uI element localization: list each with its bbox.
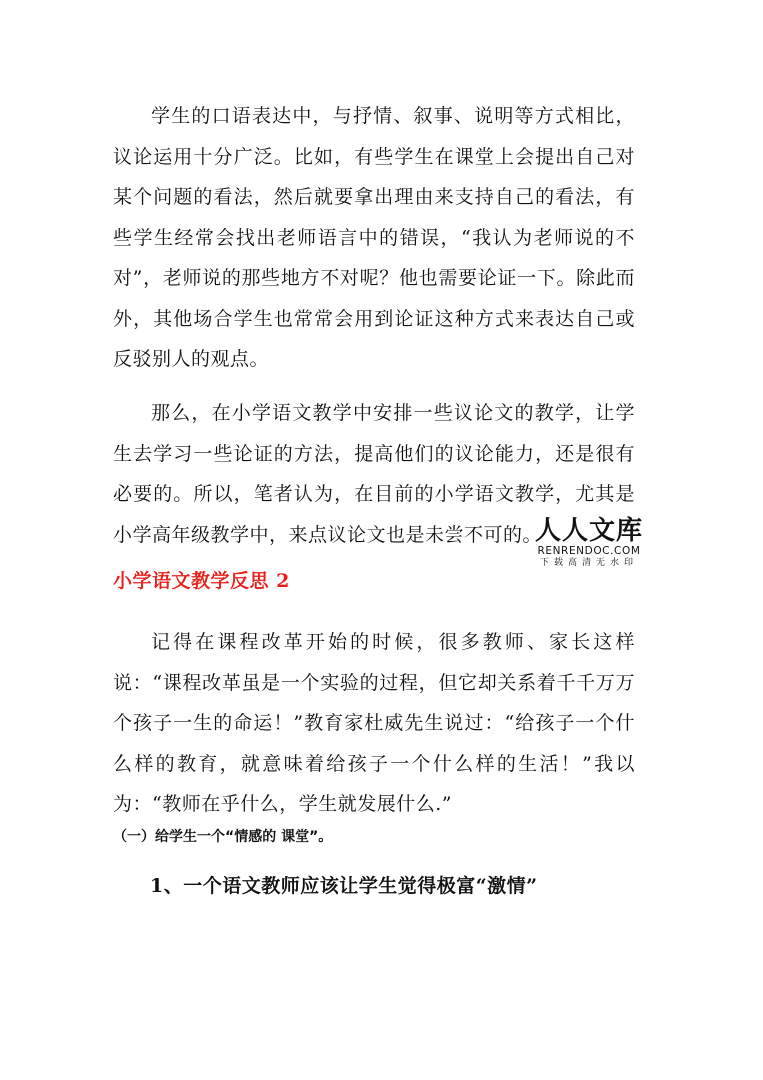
watermark-slogan: 下载高清无水印 <box>539 558 638 568</box>
paragraph-curriculum-reform: 记得在课程改革开始的时候，很多教师、家长这样说：“课程改革虽是一个实验的过程，但它却关系着千千万万个孩子一生的命运！”教育家杜威先生说过：“给孩子一个什么样的教育，就意味着给孩子一个什么样的生活！”我以为：“教师在乎什么，学生就发展什么.” <box>113 631 635 815</box>
paragraph-oral-expression: 学生的口语表达中，与抒情、叙事、说明等方式相比，议论运用十分广泛。比如，有些学生在课堂上会提出自己对某个问题的看法，然后就要拿出理由来支持自己的看法，有些学生经常会找出老师语言中的错误，“我认为老师说的不对”，老师说的那些地方不对呢？他也需要论证一下。除此而外，其他场合学生也常常会用到论证这种方式来表达自己或反驳别人的观点。 <box>113 105 635 370</box>
section-title: 小学语文教学反思 2 <box>113 570 290 592</box>
watermark-domain: RENRENDOC.COM <box>537 545 641 557</box>
paragraph-argumentation-teaching: 那么，在小学语文教学中安排一些议论文的教学，让学生去学习一些论证的方法，提高他们的议论能力，还是很有必要的。所以，笔者认为，在目前的小学语文教学，尤其是小学高年级教学中，来点议论文也是未尝不可的。 <box>113 402 635 546</box>
point-heading-passion: 1、一个语文教师应该让学生觉得极富“激情” <box>150 875 538 897</box>
watermark-name: 人人文库 <box>534 516 643 546</box>
renrendoc-watermark <box>534 517 644 569</box>
subheading-emotional-classroom: （一）给学生一个“情感的 课堂”。 <box>113 829 333 845</box>
